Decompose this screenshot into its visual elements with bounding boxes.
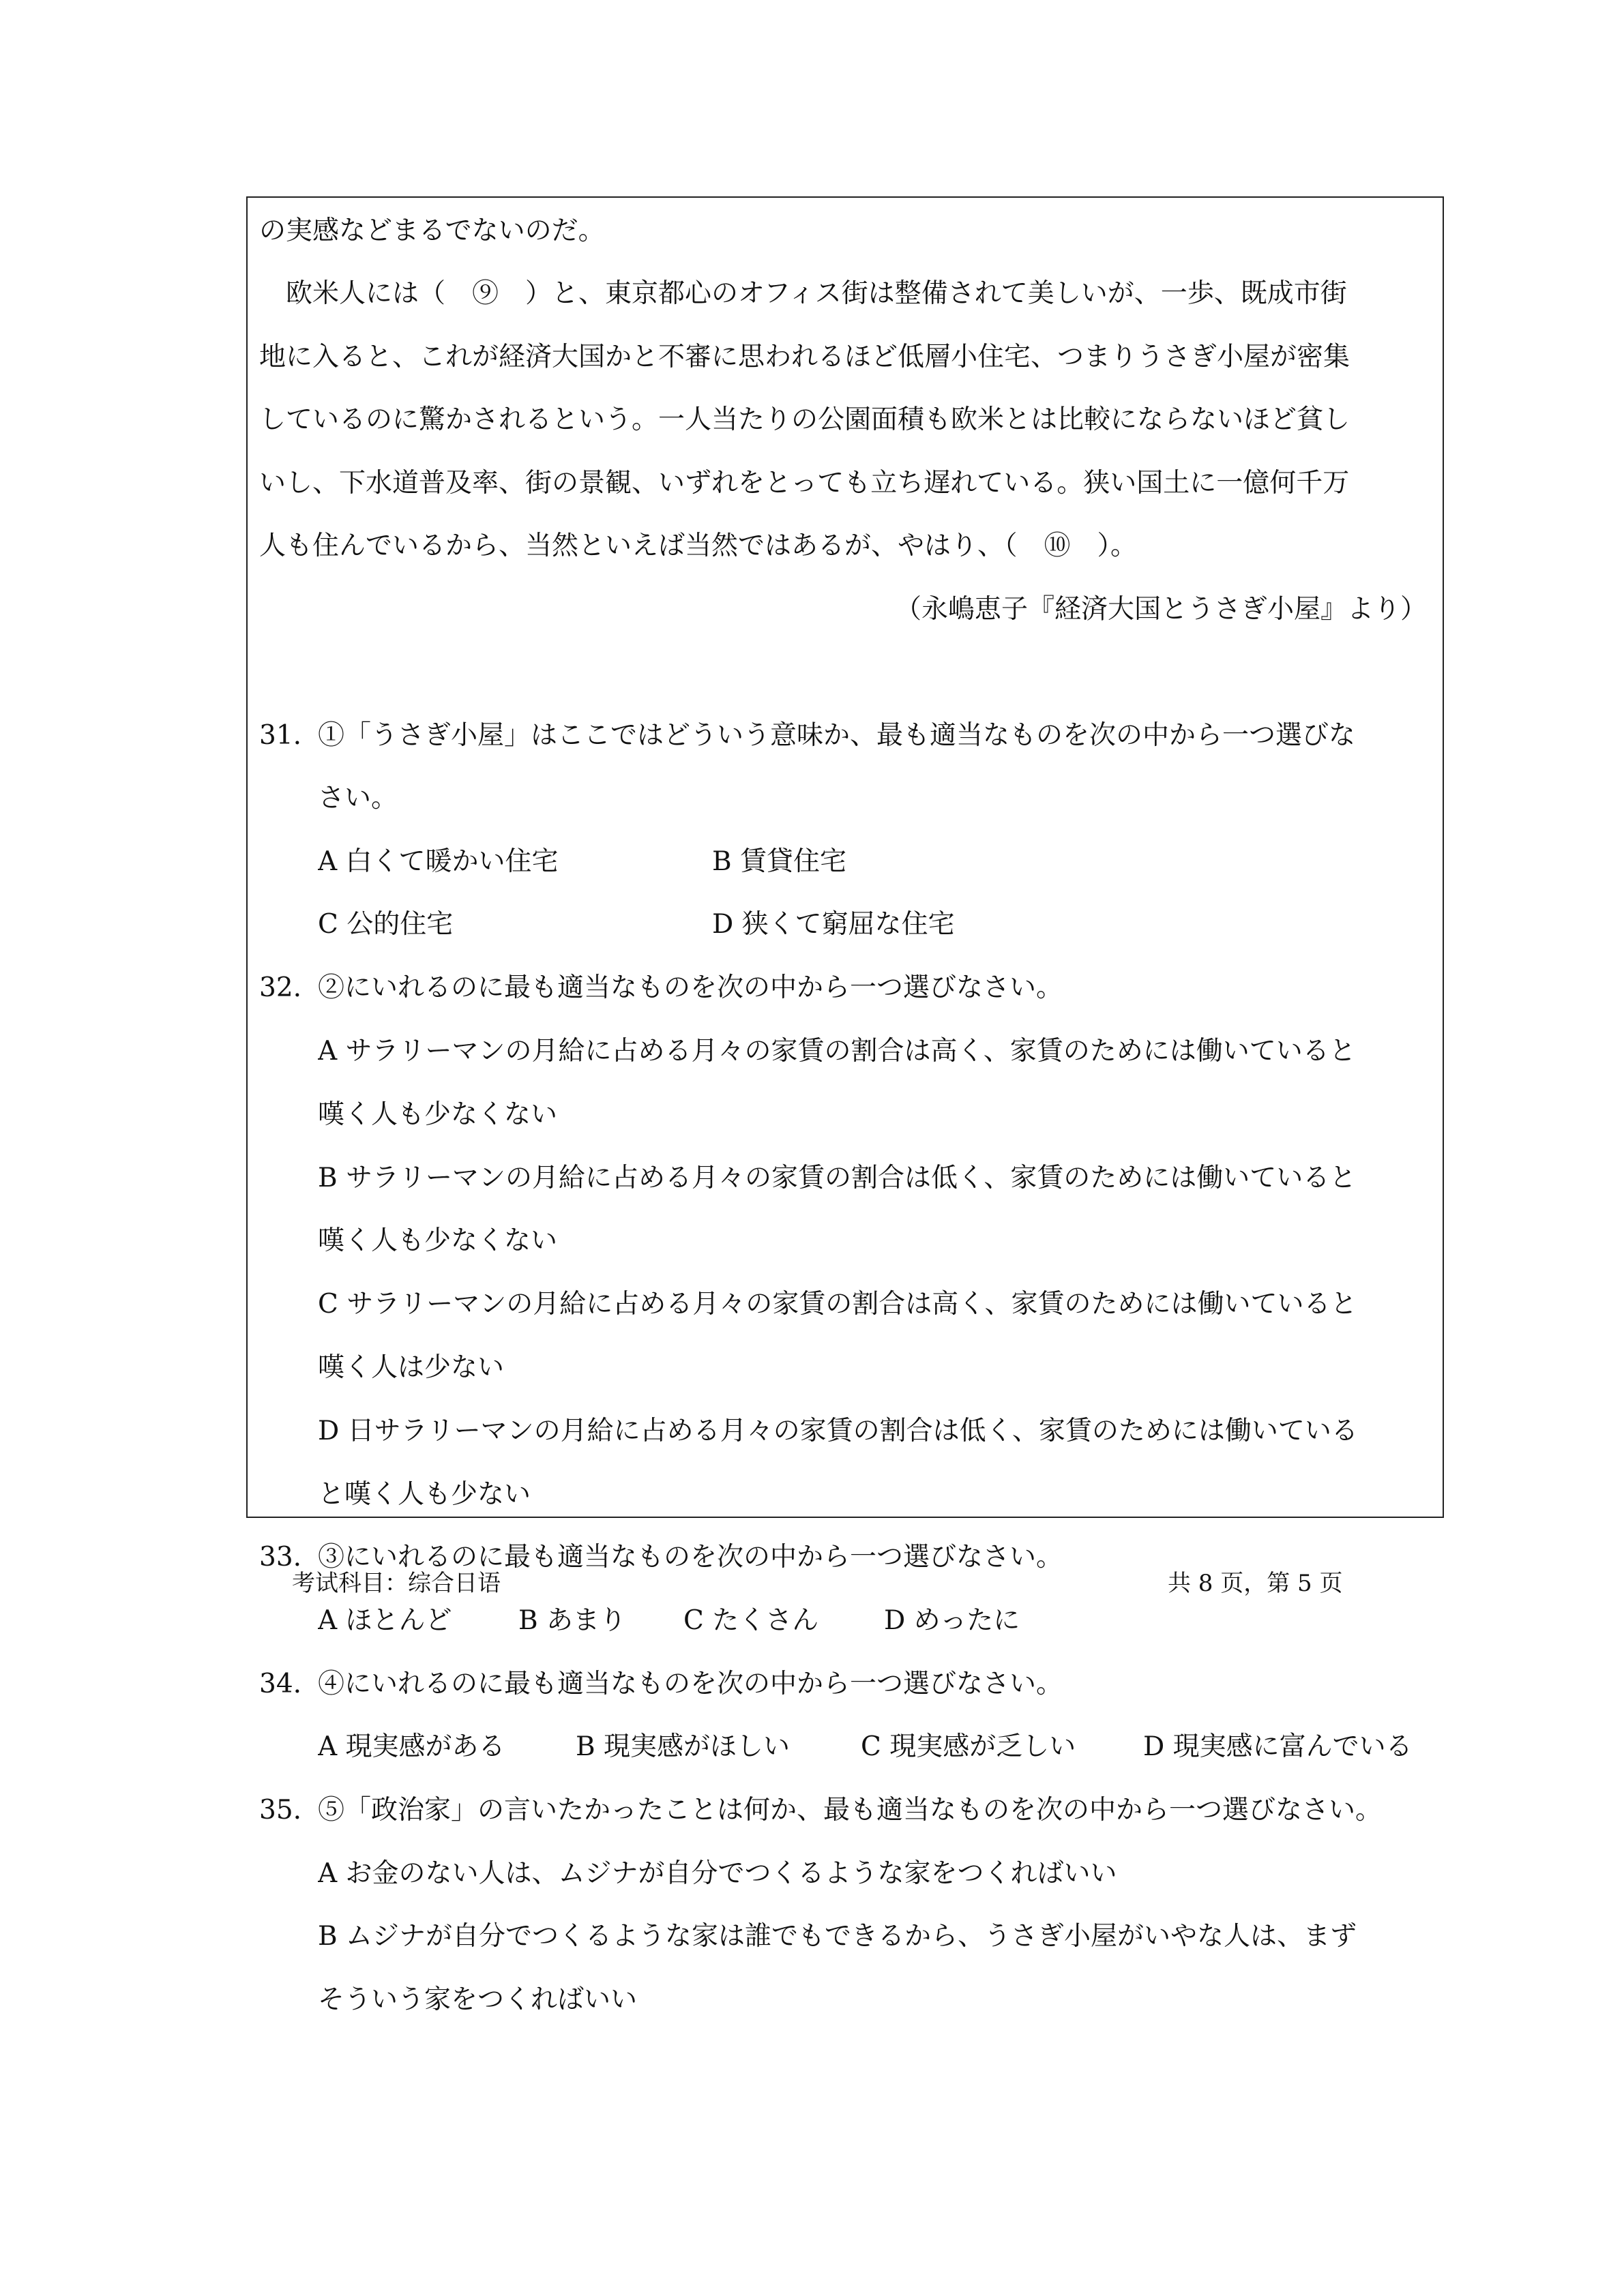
option-b-continued: そういう家をつくればいい <box>318 1984 638 2015</box>
question-prompt: ③にいれるのに最も適当なものを次の中から一つ選びなさい。 <box>318 1542 1063 1572</box>
option-a: A お金のない人は、ムジナが自分でつくるような家をつくればいい <box>318 1858 1117 1889</box>
question-34 <box>259 1664 1434 1705</box>
option-b: B 賃貸住宅 <box>712 846 847 877</box>
option-row <box>318 904 1434 945</box>
question-prompt: ④にいれるのに最も適当なものを次の中から一つ選びなさい。 <box>318 1669 1063 1699</box>
question-35 <box>259 1790 1434 1831</box>
option-row <box>318 841 1434 882</box>
question-31 <box>259 715 1434 756</box>
option-row <box>318 1600 1434 1641</box>
option-c: C 現実感が乏しい <box>861 1731 1076 1762</box>
option-a: A サラリーマンの月給に占める月々の家賃の割合は高く、家賃のためには働いていると <box>318 1036 1356 1067</box>
option-row <box>318 1727 1434 1768</box>
passage-line: 欧米人には（ ⑨ ）と、東京都心のオフィス街は整備されて美しいが、一歩、既成市街 <box>259 278 1347 309</box>
option-c: C サラリーマンの月給に占める月々の家賃の割合は高く、家賃のためには働いていると <box>318 1289 1357 1320</box>
passage-line: しているのに驚かされるという。一人当たりの公園面積も欧米とは比較にならないほど貧し <box>259 404 1350 435</box>
question-number: 35. <box>259 1795 302 1825</box>
question-number: 33. <box>259 1542 302 1572</box>
option-d: D 現実感に富んでいる <box>1143 1731 1413 1762</box>
option-d: D 日サラリーマンの月給に占める月々の家賃の割合は低く、家賃のためには働いている <box>318 1416 1358 1446</box>
option-b: B あまり <box>518 1605 627 1636</box>
option-a: A 白くて暖かい住宅 <box>318 846 559 877</box>
question-prompt-continued: さい。 <box>318 783 398 814</box>
question-prompt: ⑤「政治家」の言いたかったことは何か、最も適当なものを次の中から一つ選びなさい。 <box>318 1795 1383 1825</box>
passage-line: 人も住んでいるから、当然といえば当然ではあるが、やはり、（ ⑩ ）。 <box>259 531 1138 561</box>
option-b: B サラリーマンの月給に占める月々の家賃の割合は低く、家賃のためには働いていると <box>318 1163 1357 1193</box>
option-a: A ほとんど <box>318 1605 452 1636</box>
passage-line: 地に入ると、これが経済大国かと不審に思われるほど低層小住宅、つまりうさぎ小屋が密集 <box>259 342 1350 372</box>
question-number: 34. <box>259 1669 302 1699</box>
option-a: A 現実感がある <box>318 1731 505 1762</box>
passage-line: の実感などまるでないのだ。 <box>259 215 605 246</box>
passage-line: いし、下水道普及率、街の景観、いずれをとっても立ち遅れている。狭い国土に一億何千万 <box>259 468 1350 498</box>
question-number: 31. <box>259 720 302 751</box>
option-c: C たくさん <box>683 1605 819 1636</box>
question-number: 32. <box>259 972 302 1003</box>
question-prompt: ②にいれるのに最も適当なものを次の中から一つ選びなさい。 <box>318 972 1063 1003</box>
passage-source: （永嶋恵子『経済大国とうさぎ小屋』より） <box>894 594 1427 625</box>
option-a-continued: 嘆く人も少なくない <box>318 1099 558 1130</box>
question-prompt: ①「うさぎ小屋」はここではどういう意味か、最も適当なものを次の中から一つ選びな <box>318 720 1356 751</box>
option-d-continued: と嘆く人も少ない <box>318 1479 531 1510</box>
option-d: D めったに <box>884 1605 1020 1636</box>
option-c-continued: 嘆く人は少ない <box>318 1352 505 1383</box>
footer-subject: 考试科目：综合日语 <box>292 1570 501 1597</box>
footer-page-info: 共 8 页，第 5 页 <box>1168 1570 1343 1597</box>
option-d: D 狭くて窮屈な住宅 <box>712 909 955 940</box>
option-c: C 公的住宅 <box>318 909 454 940</box>
question-32 <box>259 968 1434 1009</box>
option-b-continued: 嘆く人も少なくない <box>318 1225 558 1256</box>
option-b: B ムジナが自分でつくるような家は誰でもできるから、うさぎ小屋がいやな人は、まず <box>318 1921 1357 1952</box>
option-b: B 現実感がほしい <box>576 1731 791 1762</box>
